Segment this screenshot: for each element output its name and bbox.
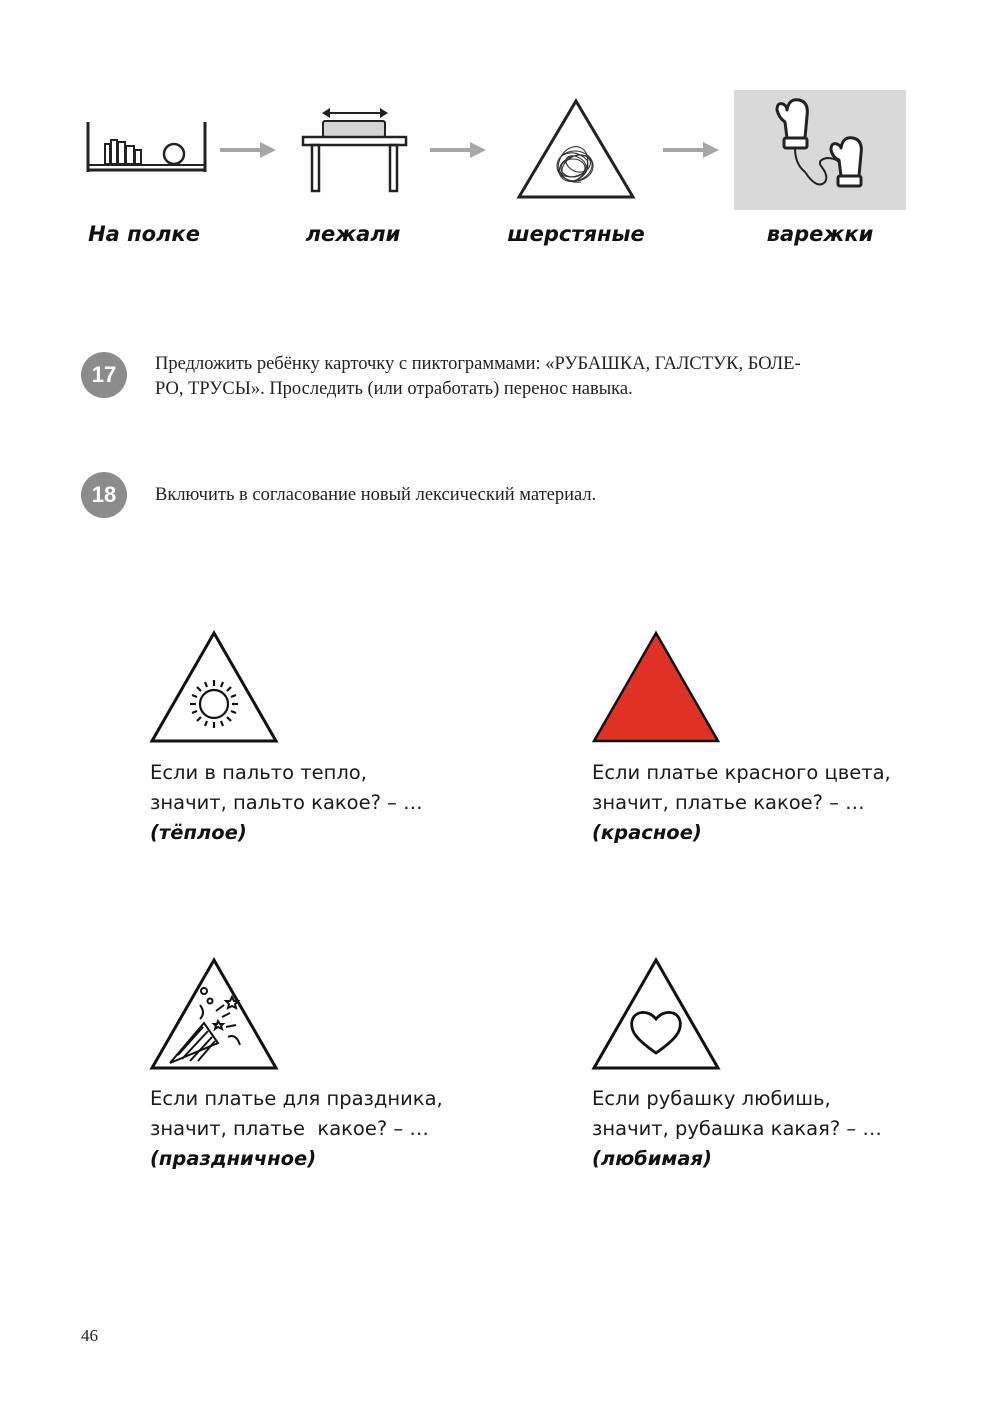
step-instruction-line: Предложить ребёнку карточку с пиктограммами: «РУБАШКА, ГАЛСТУК, БОЛЕ- [155,354,801,374]
arrow-right-icon [430,140,488,160]
arrow-right-icon [220,140,278,160]
heart-triangle-icon [590,957,722,1072]
question-card [592,1084,972,1170]
sequence-label-table: лежали [305,222,401,246]
table-icon [300,105,410,195]
card-question: Если платье красного цвета, значит, платье какое? – … [592,761,891,814]
sequence-label-wool: шерстяные [507,222,645,246]
step-instruction-line: Включить в согласование новый лексический материал. [155,485,597,505]
sequence-label-mittens: варежки [766,222,874,246]
card-question: Если в пальто тепло, значит, пальто какое? – … [150,761,423,814]
sequence-label-shelf: На полке [88,222,200,246]
question-card [150,758,530,844]
card-answer: (тёплое) [150,821,247,844]
question-card [592,758,972,844]
step-number-badge: 17 [81,352,127,398]
red-triangle-icon [590,630,722,745]
card-answer: (любимая) [592,1147,712,1170]
step-instruction [155,483,915,508]
shelf-icon [80,110,215,185]
card-question: Если платье для праздника, значит, платье какое? – … [150,1087,443,1140]
card-question: Если рубашку любишь, значит, рубашка какая? – … [592,1087,882,1140]
arrow-right-icon [663,140,721,160]
party-popper-triangle-icon [148,957,280,1072]
question-card [150,1084,530,1170]
card-answer: (праздничное) [150,1147,317,1170]
step-number-badge: 18 [81,472,127,518]
step-instruction [155,352,915,402]
wool-triangle-icon [515,98,637,200]
sun-triangle-icon [148,630,280,745]
page-number: 46 [81,1326,98,1345]
mittens-icon [765,96,875,200]
step-instruction-line: РО, ТРУСЫ». Проследить (или отработать) перенос навыка. [155,379,633,399]
card-answer: (красное) [592,821,702,844]
